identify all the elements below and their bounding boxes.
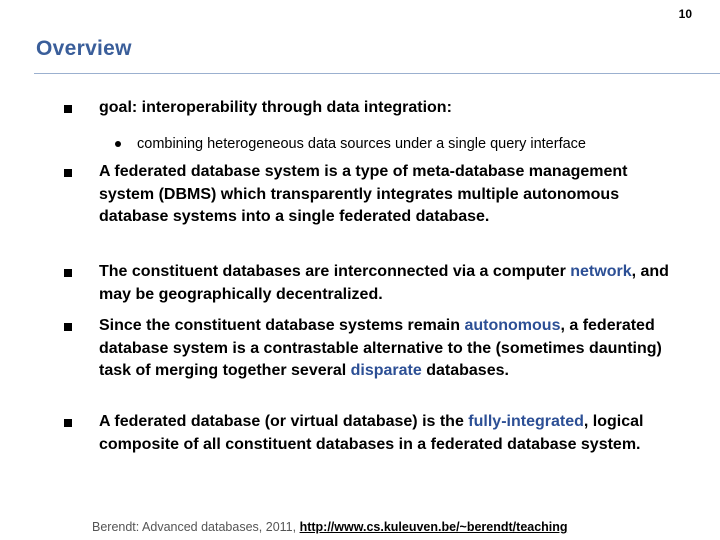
square-bullet-icon xyxy=(64,169,72,177)
bullet-text: The constituent databases are interconnected via a computer network, and may be geographically decentralized. xyxy=(99,263,669,303)
bullet-constituent-network xyxy=(64,261,684,306)
bullet-autonomous xyxy=(64,315,684,383)
bullet-text: A federated database system is a type of meta-database management system (DBMS) which transparently integrates multiple autonomous database systems into a single federated database. xyxy=(99,163,628,225)
bullet-text: A federated database (or virtual database) is the fully-integrated, logical composite of all constituent databases in a federated database system. xyxy=(99,413,644,453)
footer-link[interactable]: http://www.cs.kuleuven.be/~berendt/teaching xyxy=(299,520,568,534)
page-number: 10 xyxy=(678,7,692,21)
slide-title: Overview xyxy=(36,37,132,60)
network-link[interactable]: network xyxy=(570,263,632,280)
square-bullet-icon xyxy=(64,419,72,427)
footer xyxy=(92,520,568,534)
title-divider xyxy=(34,73,720,74)
square-bullet-icon xyxy=(64,105,72,113)
bullet-fully-integrated xyxy=(64,411,684,456)
sub-bullet-combining xyxy=(115,135,695,153)
square-bullet-icon xyxy=(64,323,72,331)
square-bullet-icon xyxy=(64,269,72,277)
bullet-text: Since the constituent database systems remain autonomous, a federated database system is a contrastable alternative to the (sometimes daunting) task of merging together several disparate databases. xyxy=(99,317,662,379)
bullet-goal xyxy=(64,97,684,120)
sub-bullet-text: combining heterogeneous data sources under a single query interface xyxy=(137,136,586,152)
round-bullet-icon xyxy=(115,141,121,147)
autonomous-link[interactable]: autonomous xyxy=(464,317,561,334)
footer-text: Berendt: Advanced databases, 2011, xyxy=(92,520,300,534)
disparate-link[interactable]: disparate xyxy=(350,362,422,379)
bullet-text: goal: interoperability through data integration: xyxy=(99,99,452,116)
bullet-federated-definition xyxy=(64,161,684,229)
fully-integrated-link[interactable]: fully-integrated xyxy=(468,413,584,430)
